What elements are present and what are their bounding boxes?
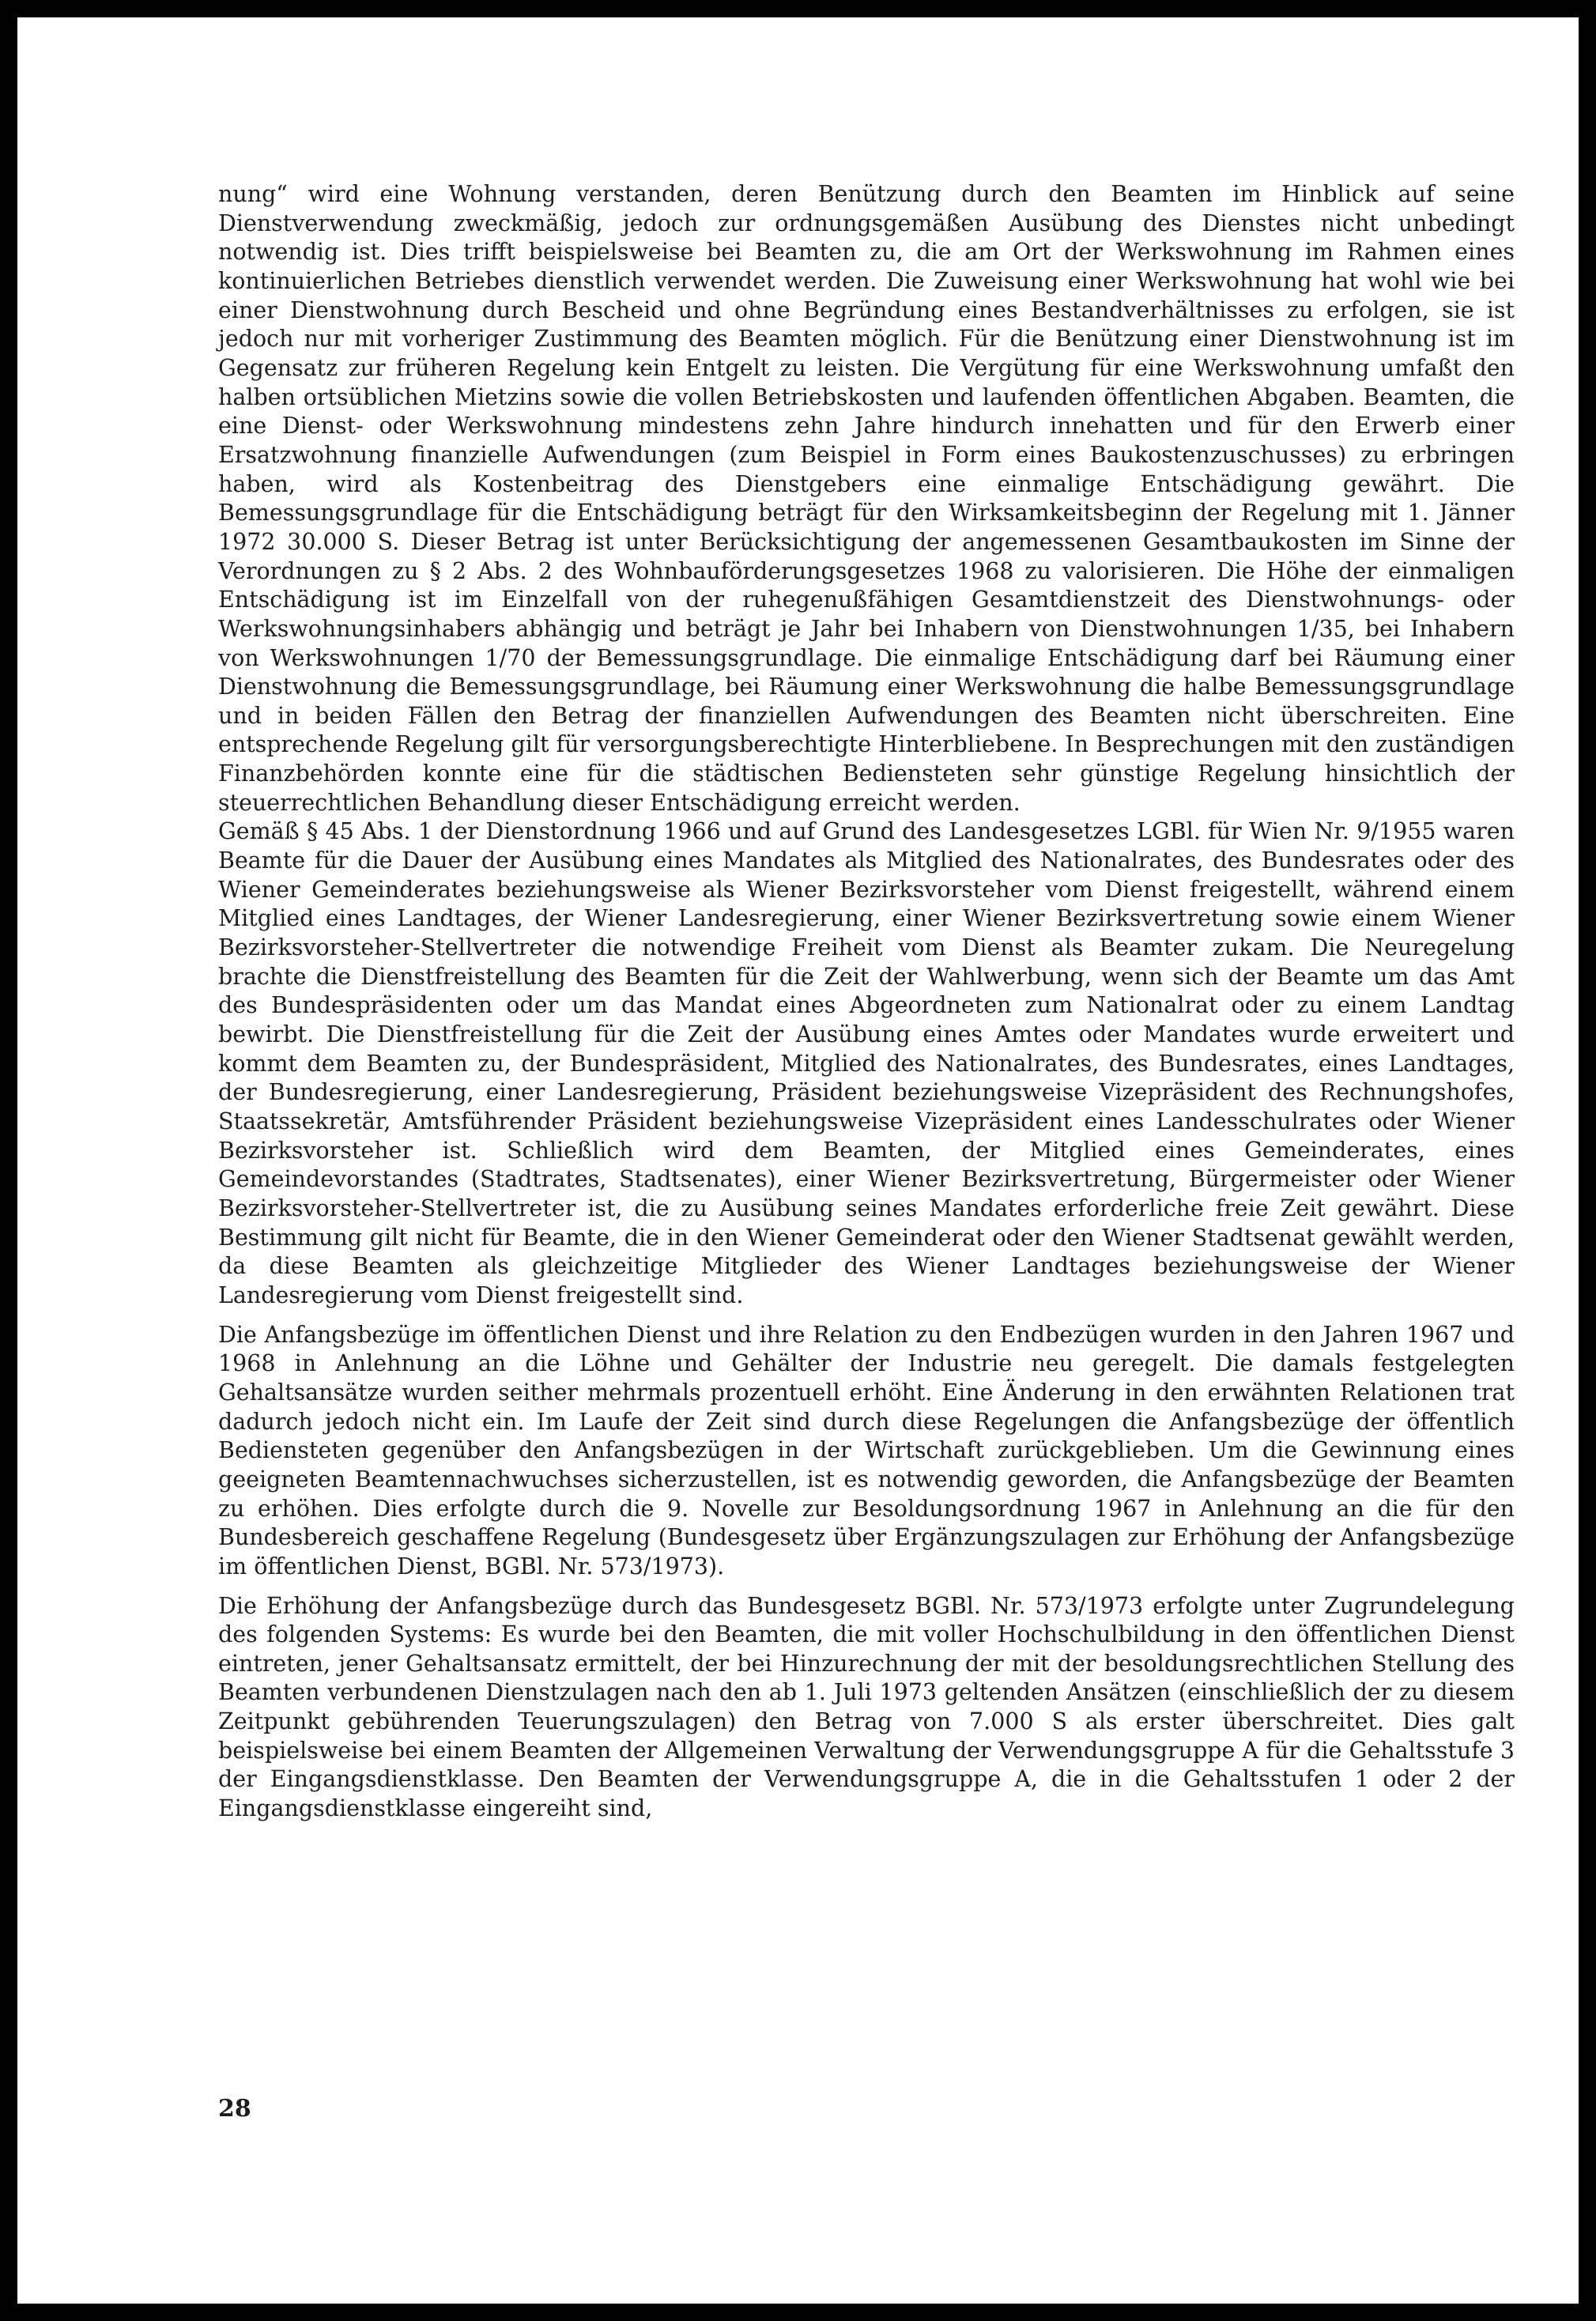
document-page	[17, 17, 1579, 2304]
page-number: 28	[218, 2095, 251, 2123]
paragraph-erhoehung: Die Erhöhung der Anfangsbezüge durch das Bundesgesetz BGBl. Nr. 573/1973 erfolgte unter Zugrundelegung des folgenden Systems: Es wurde bei den Beamten, die mit voller Hochschulbildung in den öffentlichen Dienst eintreten, jener Gehaltsansatz ermittelt, der bei Hinzurechnung der mit der besoldungsrechtlichen Stellung des Beamten verbundenen Dienstzulagen nach den ab 1. Juli 1973 geltenden Ansätzen (einschließlich der zu diesem Zeitpunkt gebührenden Teuerungszulagen) den Betrag von 7.000 S als erster überschreitet. Dies galt beispielsweise bei einem Beamten der Allgemeinen Verwaltung der Verwendungsgruppe A für die Gehaltsstufe 3 der Eingangsdienstklasse. Den Beamten der Verwendungsgruppe A, die in die Gehaltsstufen 1 oder 2 der Eingangsdienstklasse eingereiht sind,	[218, 1592, 1515, 1822]
paragraph-dienstfreistellung: Gemäß § 45 Abs. 1 der Dienstordnung 1966 und auf Grund des Landesgesetzes LGBl. für Wien Nr. 9/1955 waren Beamte für die Dauer der Ausübung eines Mandates als Mitglied des Nationalrates, des Bundesrates oder des Wiener Gemeinderates beziehungsweise als Wiener Bezirksvorsteher vom Dienst freigestellt, während einem Mitglied eines Landtages, der Wiener Landesregierung, einer Wiener Bezirksvertretung sowie einem Wiener Bezirksvorsteher-Stellvertreter die notwendige Freiheit vom Dienst als Beamter zukam. Die Neuregelung brachte die Dienstfreistellung des Beamten für die Zeit der Wahlwerbung, wenn sich der Beamte um das Amt des Bundespräsidenten oder um das Mandat eines Abgeordneten zum Nationalrat oder zu einem Landtag bewirbt. Die Dienstfreistellung für die Zeit der Ausübung eines Amtes oder Mandates wurde erweitert und kommt dem Beamten zu, der Bundespräsident, Mitglied des Nationalrates, des Bundesrates, eines Landtages, der Bundesregierung, einer Landesregierung, Präsident beziehungsweise Vizepräsident des Rechnungshofes, Staatssekretär, Amtsführender Präsident beziehungsweise Vizepräsident eines Landesschulrates oder Wiener Bezirksvorsteher ist. Schließlich wird dem Beamten, der Mitglied eines Gemeinderates, eines Gemeindevorstandes (Stadtrates, Stadtsenates), einer Wiener Bezirksvertretung, Bürgermeister oder Wiener Bezirksvorsteher-Stellvertreter ist, die zu Ausübung seines Mandates erforderliche freie Zeit gewährt. Diese Bestimmung gilt nicht für Beamte, die in den Wiener Gemeinderat oder den Wiener Stadtsenat gewählt werden, da diese Beamten als gleichzeitige Mitglieder des Wiener Landtages beziehungsweise der Wiener Landesregierung vom Dienst freigestellt sind.	[218, 818, 1515, 1308]
body-text	[218, 180, 1515, 1824]
paragraph-anfangsbezuege: Die Anfangsbezüge im öffentlichen Dienst und ihre Relation zu den Endbezügen wurden in den Jahren 1967 und 1968 in Anlehnung an die Löhne und Gehälter der Industrie neu geregelt. Die damals festgelegten Gehaltsansätze wurden seither mehrmals prozentuell erhöht. Eine Änderung in den erwähnten Relationen trat dadurch jedoch nicht ein. Im Laufe der Zeit sind durch diese Regelungen die Anfangsbezüge der öffentlich Bediensteten gegenüber den Anfangsbezügen in der Wirtschaft zurückgeblieben. Um die Gewinnung eines geeigneten Beamtennachwuchses sicherzustellen, ist es notwendig geworden, die Anfangsbezüge der Beamten zu erhöhen. Dies erfolgte durch die 9. Novelle zur Besoldungsordnung 1967 in Anlehnung an die für den Bundesbereich geschaffene Regelung (Bundesgesetz über Ergänzungszulagen zur Erhöhung der Anfangsbezüge im öffentlichen Dienst, BGBl. Nr. 573/1973).	[218, 1321, 1515, 1579]
paragraph-werkswohnung: nung“ wird eine Wohnung verstanden, deren Benützung durch den Beamten im Hinblick auf seine Dienstverwendung zweckmäßig, jedoch zur ordnungsgemäßen Ausübung des Dienstes nicht unbedingt notwendig ist. Dies trifft beispielsweise bei Beamten zu, die am Ort der Werkswohnung im Rahmen eines kontinuierlichen Betriebes dienstlich verwendet werden. Die Zuweisung einer Werkswohnung hat wohl wie bei einer Dienstwohnung durch Bescheid und ohne Begründung eines Bestandverhältnisses zu erfolgen, sie ist jedoch nur mit vorheriger Zustimmung des Beamten möglich. Für die Benützung einer Dienstwohnung ist im Gegensatz zur früheren Regelung kein Entgelt zu leisten. Die Vergütung für eine Werkswohnung umfaßt den halben ortsüblichen Mietzins sowie die vollen Betriebskosten und laufenden öffentlichen Abgaben. Beamten, die eine Dienst- oder Werkswohnung mindestens zehn Jahre hindurch innehatten und für den Erwerb einer Ersatzwohnung finanzielle Aufwendungen (zum Beispiel in Form eines Baukostenzuschusses) zu erbringen haben, wird als Kostenbeitrag des Dienstgebers eine einmalige Entschädigung gewährt. Die Bemessungsgrundlage für die Entschädigung beträgt für den Wirksamkeitsbeginn der Regelung mit 1. Jänner 1972 30.000 S. Dieser Betrag ist unter Berücksichtigung der angemessenen Gesamtbaukosten im Sinne der Verordnungen zu § 2 Abs. 2 des Wohnbauförderungsgesetzes 1968 zu valorisieren. Die Höhe der einmaligen Entschädigung ist im Einzelfall von der ruhegenußfähigen Gesamtdienstzeit des Dienstwohnungs- oder Werkswohnungsinhabers abhängig und beträgt je Jahr bei Inhabern von Dienstwohnungen 1/35, bei Inhabern von Werkswohnungen 1/70 der Bemessungsgrundlage. Die einmalige Entschädigung darf bei Räumung einer Dienstwohnung die Bemessungsgrundlage, bei Räumung einer Werkswohnung die halbe Bemessungsgrundlage und in beiden Fällen den Betrag der finanziellen Aufwendungen des Beamten nicht überschreiten. Eine entsprechende Regelung gilt für versorgungsberechtigte Hinterbliebene. In Besprechungen mit den zuständigen Finanzbehörden konnte eine für die städtischen Bediensteten sehr günstige Regelung hinsichtlich der steuerrechtlichen Behandlung dieser Entschädigung erreicht werden.	[218, 181, 1515, 816]
